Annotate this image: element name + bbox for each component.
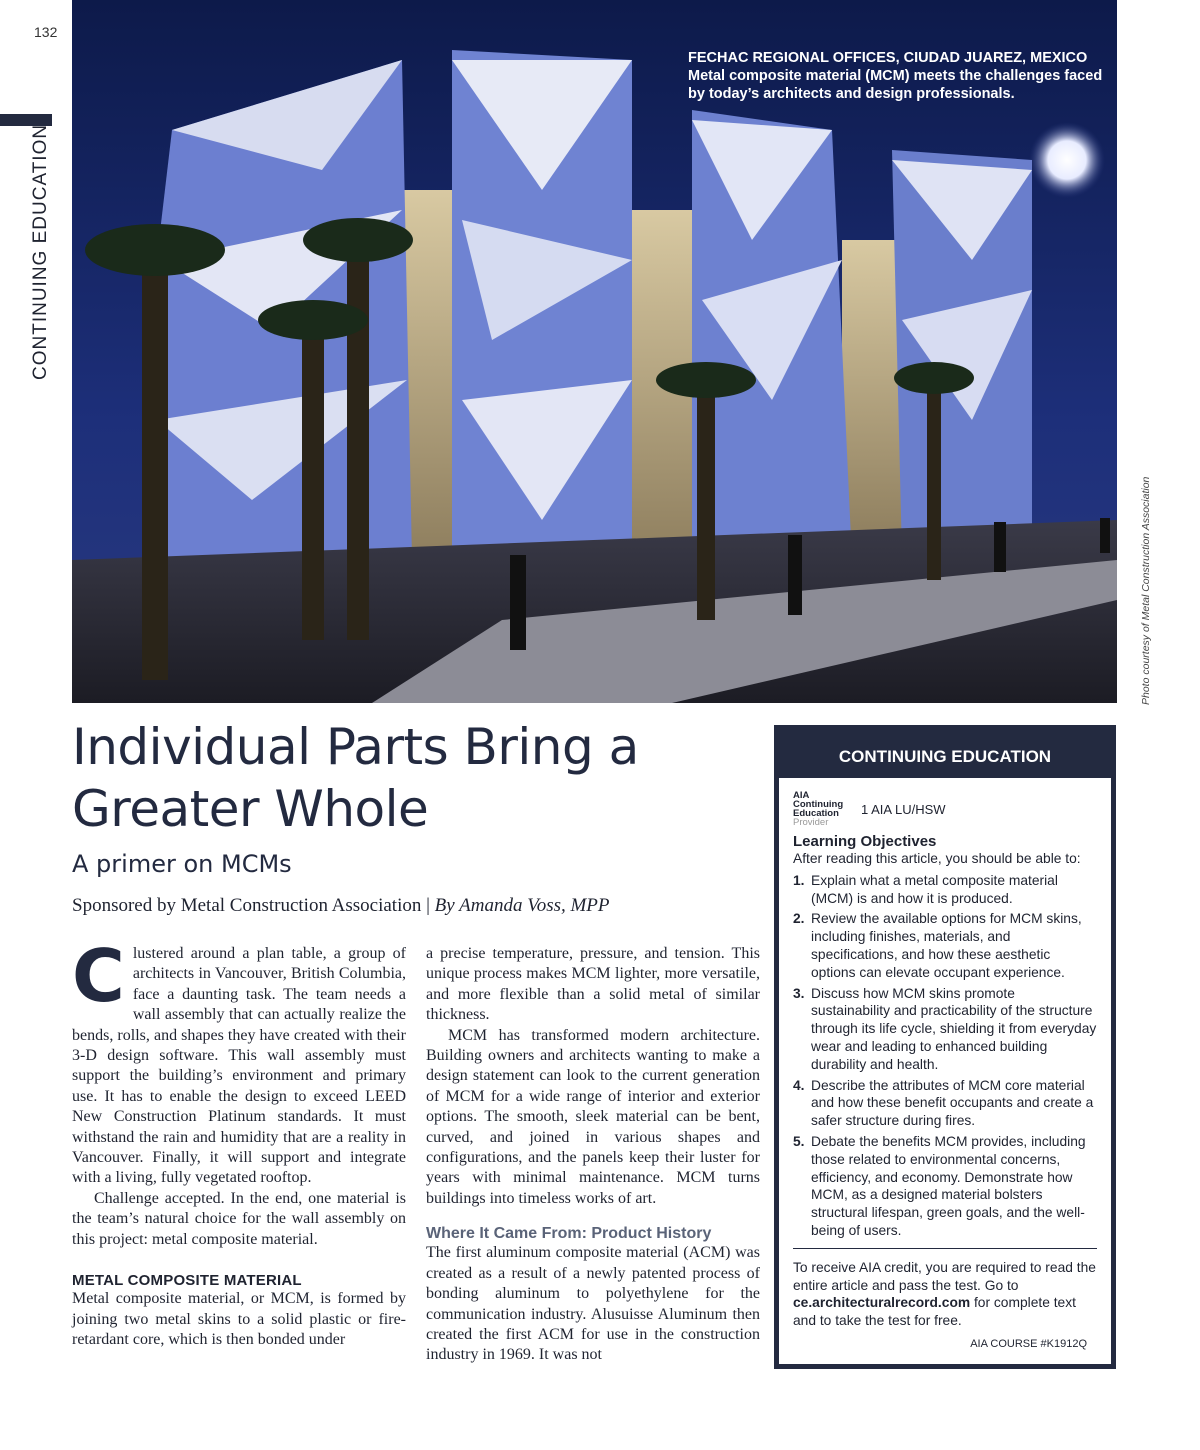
byline <box>72 895 610 917</box>
caption-title: FECHAC REGIONAL OFFICES, CIUDAD JUAREZ, MEXICO <box>688 50 1088 66</box>
objectives-title: Learning Objectives <box>793 833 937 850</box>
page-number: 132 <box>34 24 58 40</box>
objective-item: 1. Explain what a metal composite material (MCM) is and how it is produced. <box>793 872 1058 906</box>
ce-header: CONTINUING EDUCATION <box>778 729 1112 778</box>
objectives-intro: After reading this article, you should be able to: <box>793 851 1081 866</box>
aia-logo: AIA Continuing Education Provider <box>793 790 844 828</box>
course-number: AIA COURSE #K1912Q <box>970 1337 1087 1350</box>
side-section-label: CONTINUING EDUCATION <box>30 123 51 380</box>
paragraph: a precise temperature, pressure, and tension. This unique process makes MCM lighter, more versatile, and more flexible than a solid metal of similar thickness. <box>426 945 760 1024</box>
ce-instructions: To receive AIA credit, you are required to read the entire article and pass the test. Go to ce.architecturalrecord.com for complete text and to take the test for free. <box>793 1259 1096 1329</box>
paragraph: MCM has transformed modern architecture. Building owners and architects wanting to make a design statement can look to the current generation of MCM for a wide range of interior and exterior options. The smooth, sleek material can be bent, curved, and joined in various shapes and configurations, and the panels keep their luster for years with minimal maintenance. MCM turns buildings into timeless works of art. <box>426 1026 760 1207</box>
author-name: By Amanda Voss, MPP <box>434 895 610 916</box>
section-heading: METAL COMPOSITE MATERIAL <box>72 1272 302 1290</box>
drop-cap: C <box>72 934 125 1018</box>
article-column-2 <box>426 944 760 1366</box>
caption-text: Metal composite material (MCM) meets the challenges faced by today’s architects and design professionals. <box>688 68 1103 102</box>
section-heading: Where It Came From: Product History <box>426 1225 712 1243</box>
objective-item: 2. Review the available options for MCM skins, including finishes, materials, and specifications, and how these aesthetic options can elevate occupant experience. <box>793 911 1082 980</box>
objective-item: 3. Discuss how MCM skins promote sustainability and practicability of the structure through its life cycle, shielding it from everyday wear and leading to enhanced building durability and health. <box>793 985 1097 1072</box>
paragraph: The first aluminum composite material (ACM) was created as a result of a newly patented process of bonding aluminum to polyethylene for the communication industry. Alusuisse Aluminum then created the first ACM for use in the construction industry in 1969. It was not <box>426 1244 760 1364</box>
article-column-1 <box>72 934 406 1350</box>
article-title: Individual Parts Bring a Greater Whole <box>72 718 639 838</box>
paragraph: Metal composite material, or MCM, is formed by joining two metal skins to a solid plastic or fire-retardant core, which is then bonded under <box>72 1290 406 1348</box>
aia-provider-row <box>793 791 1097 827</box>
objective-item: 5. Debate the benefits MCM provides, including those related to environmental concerns, efficiency, and economy. Demonstrate how MCM, as a designed material bolsters structural lifespan, green goals, and the well-being of users. <box>793 1133 1086 1238</box>
objectives-list <box>793 872 1097 1240</box>
building-night-illustration <box>72 0 1117 703</box>
paragraph: lustered around a plan table, a group of architects in Vancouver, British Columbia, face a daunting task. The team needs a wall assembly that can actually realize the bends, rolls, and shapes they have created with their 3-D design software. This wall assembly must support the building’s environment and primary use. It has to enable the design to exceed LEED New Construction Platinum standards. It must withstand the rain and humidity that are a reality in Vancouver. Finally, it will support and integrate with a living, fully vegetated rooftop. <box>72 945 406 1187</box>
divider <box>793 1248 1097 1249</box>
ce-website-link[interactable]: ce.architecturalrecord.com <box>793 1295 971 1311</box>
article-subtitle: A primer on MCMs <box>72 850 292 878</box>
photo-credit: Photo courtesy of Metal Construction Association <box>1140 476 1152 705</box>
objective-item: 4. Describe the attributes of MCM core material and how these benefit occupants and create a safer structure during fires. <box>793 1077 1094 1129</box>
credit-hours: 1 AIA LU/HSW <box>861 801 946 817</box>
hero-photo <box>72 0 1117 703</box>
sponsor-text: Sponsored by Metal Construction Association | <box>72 895 435 916</box>
paragraph: Challenge accepted. In the end, one material is the team’s natural choice for the wall assembly on this project: metal composite material. <box>72 1189 406 1248</box>
continuing-education-box <box>774 725 1116 1369</box>
photo-caption <box>688 49 1118 103</box>
